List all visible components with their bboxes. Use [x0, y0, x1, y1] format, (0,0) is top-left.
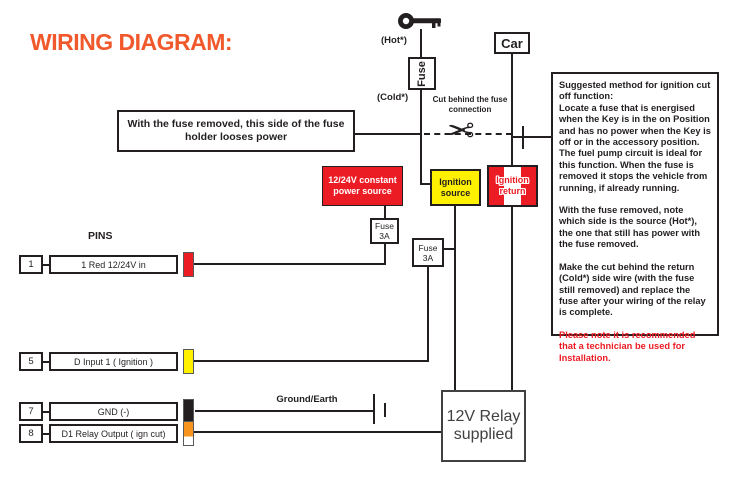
pin-number: 7 — [19, 402, 43, 421]
wire-pin7-ground — [195, 410, 374, 412]
cut-instruction-label: Cut behind the fuse connection — [432, 95, 508, 114]
wire-note-callout — [354, 133, 421, 135]
wire-fuse1-down — [384, 243, 386, 265]
wire-key-to-fuse — [420, 29, 422, 57]
constant-power-box: 12/24V constant power source — [322, 166, 403, 206]
scissors-icon: ✂ — [447, 112, 475, 149]
wire-pin8-to-relay — [194, 431, 441, 433]
fuse-removed-note-box: With the fuse removed, this side of the fuse holder looses power — [117, 110, 355, 152]
pin-number: 1 — [19, 255, 43, 274]
wire-fuse2-down — [427, 266, 429, 362]
fuse-3a-box-1: Fuse 3A — [370, 218, 399, 244]
cold-label: (Cold*) — [377, 92, 409, 103]
pin-label: 1 Red 12/24V in — [49, 255, 178, 274]
pin-row-5 — [19, 349, 194, 374]
relay-box: 12V Relay supplied — [441, 390, 526, 462]
car-label: Car — [501, 35, 523, 51]
pin-connector-red — [183, 252, 194, 277]
wire-pin1 — [194, 263, 386, 265]
inline-fuse-box — [408, 57, 436, 90]
pin-number: 5 — [19, 352, 43, 371]
hot-label: (Hot*) — [381, 35, 407, 46]
pin-label: GND (-) — [49, 402, 178, 421]
wire-panel-callout — [512, 136, 551, 138]
instructions-panel — [551, 72, 719, 363]
instructions-para1: Locate a fuse that is energised when the Key is in the on Position and has no power when the Key is off or in the accessory position. The fuel pump circuit is ideal for this function. When the fuse is removed it stops the vehicle from running, if already running. — [559, 102, 711, 193]
pin-number: 8 — [19, 424, 43, 443]
wire-fuse-cold-down — [420, 88, 422, 185]
ignition-return-box — [487, 165, 538, 207]
page-title: WIRING DIAGRAM: — [30, 29, 233, 55]
wire-pin5 — [194, 360, 429, 362]
panel-callout-tick — [522, 126, 524, 149]
instructions-heading: Suggested method for ignition cut off function: — [559, 80, 711, 102]
pin-connector-yellow — [183, 349, 194, 374]
pin-row-1 — [19, 252, 194, 277]
ignition-source-box: Ignition source — [430, 169, 481, 206]
fuse-3a-box-2: Fuse 3A — [412, 238, 444, 267]
car-box — [494, 32, 530, 54]
wire-power-to-fuse1 — [384, 205, 386, 219]
pin-connector-orange — [183, 421, 194, 446]
wire-fuse2-stub — [443, 248, 455, 250]
instructions-para2: With the fuse removed, note which side is the source (Hot*), the one that still has power with the fuse removed. — [559, 205, 701, 250]
pin-label: D Input 1 ( Ignition ) — [49, 352, 178, 371]
ground-earth-label: Ground/Earth — [276, 394, 338, 405]
wire-ignition-source-to-relay — [454, 205, 456, 390]
pins-heading: PINS — [88, 230, 113, 242]
ground-symbol-long-bar — [373, 394, 375, 424]
inline-fuse-label: Fuse — [416, 60, 428, 87]
ground-symbol-short-bar — [384, 403, 386, 417]
key-icon — [397, 11, 443, 31]
pin-row-8 — [19, 421, 194, 446]
ignition-return-label: Ignition return — [496, 175, 529, 196]
wire-car-to-relay — [511, 206, 513, 390]
instructions-para3: Make the cut behind the return (Cold*) side wire (with the fuse still removed) and replace the fuse after your wiring of the relay is complete. — [559, 261, 706, 318]
pin-label: D1 Relay Output ( ign cut) — [49, 424, 178, 443]
technician-warning: Please note it is recommended that a technician be used for Installation. — [559, 329, 696, 363]
